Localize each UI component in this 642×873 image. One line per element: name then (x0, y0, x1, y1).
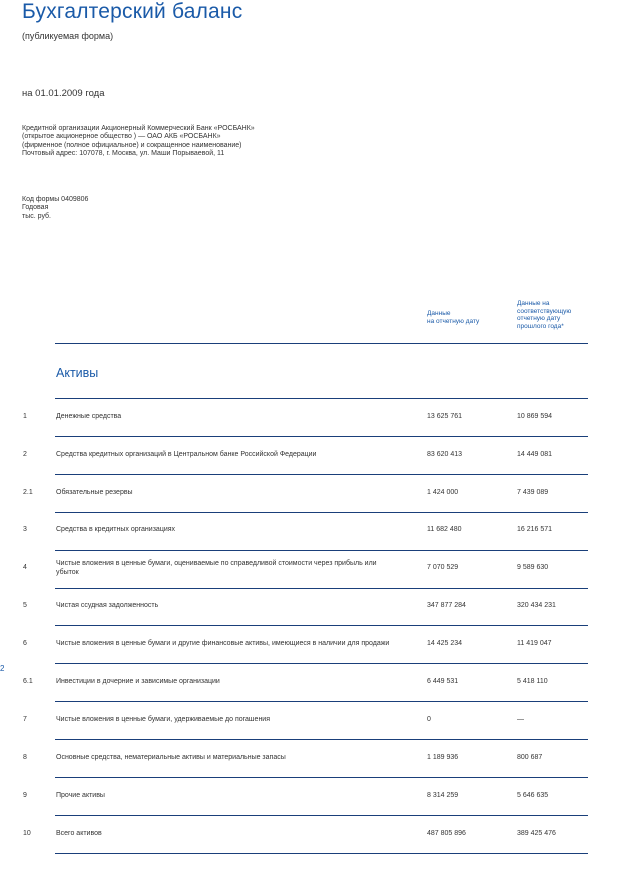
row-value-current: 6 449 531 (427, 678, 459, 686)
table-row (0, 398, 642, 435)
form-line: Код формы 0409806 (22, 196, 89, 203)
row-label: Чистые вложения в ценные бумаги, удерживаемые до погашения (56, 715, 271, 723)
row-value-previous: 10 869 594 (517, 412, 553, 420)
row-number: 6.1 (23, 678, 33, 686)
row-label: Чистые вложения в ценные бумаги, оцениваемые по справедливой стоимости через прибыль или убыток (56, 560, 377, 576)
report-date: на 01.01.2009 года (22, 88, 105, 99)
row-value-previous: 320 434 231 (517, 602, 556, 610)
row-value-previous: 389 425 476 (517, 829, 556, 837)
row-value-current: 83 620 413 (427, 450, 463, 458)
page-number: 2 (0, 664, 5, 673)
row-value-previous: 5 646 635 (517, 791, 549, 799)
column-header-line: прошлого года* (517, 322, 564, 330)
row-value-previous: 9 589 630 (517, 564, 549, 572)
form-line: тыс. руб. (22, 212, 51, 220)
row-number: 4 (23, 564, 27, 572)
row-value-current: 11 682 480 (427, 526, 462, 534)
row-value-current: 14 425 234 (427, 640, 463, 648)
column-header-previous (517, 300, 571, 330)
table-row (0, 512, 642, 549)
row-value-current: 487 805 896 (427, 829, 466, 837)
row-value-current: 0 (427, 715, 431, 723)
row-number: 10 (23, 829, 31, 837)
row-number: 6 (23, 640, 27, 648)
row-value-current: 347 877 284 (427, 602, 466, 610)
form-line: Годовая (22, 204, 49, 212)
org-line: (открытое акционерное общество ) — ОАО АКБ «РОСБАНК» (22, 133, 221, 141)
row-number: 8 (23, 753, 27, 761)
org-line: Почтовый адрес: 107078, г. Москва, ул. Маши Порываевой, 11 (22, 150, 225, 158)
row-value-current: 7 070 529 (427, 564, 459, 572)
row-number: 2 (23, 450, 27, 458)
column-header-current (427, 310, 479, 325)
row-label: Обязательные резервы (56, 488, 133, 496)
row-value-previous: 800 687 (517, 753, 543, 761)
row-number: 3 (23, 526, 27, 534)
row-number: 5 (23, 602, 27, 610)
row-label: Средства в кредитных организациях (56, 526, 176, 534)
row-value-previous: 7 439 089 (517, 488, 549, 496)
row-label: Основные средства, нематериальные активы и материальные запасы (56, 753, 286, 761)
row-number: 9 (23, 791, 27, 799)
table-row (0, 625, 642, 662)
row-number: 7 (23, 715, 27, 723)
column-header-line: Данные (427, 310, 451, 317)
page-subtitle: (публикуемая форма) (22, 31, 114, 41)
row-value-current: 8 314 259 (427, 791, 459, 799)
org-line: (фирменное (полное официальное) и сокращенное наименование) (22, 141, 242, 149)
organization-info (22, 125, 255, 159)
row-value-previous: 5 418 110 (517, 678, 548, 686)
table-row (0, 739, 642, 776)
row-label: Инвестиции в дочерние и зависимые организации (56, 678, 220, 686)
row-value-previous: 14 449 081 (517, 450, 553, 458)
section-title: Активы (56, 366, 99, 380)
column-header-line: соответствующую (517, 307, 572, 315)
table-row (0, 663, 642, 700)
table-row (0, 777, 642, 814)
row-label: Денежные средства (56, 412, 122, 420)
row-value-current: 1 189 936 (427, 753, 459, 761)
page-title: Бухгалтерский баланс (22, 0, 243, 23)
column-header-line: отчетную дату (517, 315, 561, 323)
table-bottom-divider (55, 853, 588, 854)
row-label: Чистая ссудная задолженность (56, 602, 159, 610)
row-value-previous: 16 216 571 (517, 526, 553, 534)
row-label: Прочие активы (56, 791, 105, 799)
table-row (0, 701, 642, 738)
table-row (0, 815, 642, 852)
row-label: Средства кредитных организаций в Центральном банке Российской Федерации (56, 450, 317, 458)
table-row (0, 550, 642, 587)
row-value-current: 1 424 000 (427, 488, 459, 496)
row-value-current: 13 625 761 (427, 412, 463, 420)
table-row (0, 436, 642, 473)
row-number: 2.1 (23, 488, 33, 496)
column-header-line: Данные на (517, 300, 550, 307)
row-label: Чистые вложения в ценные бумаги и другие финансовые активы, имеющиеся в наличии для продажи (56, 640, 390, 648)
header-divider (55, 343, 588, 344)
row-value-previous: 11 419 047 (517, 640, 552, 648)
row-value-previous: — (517, 715, 524, 723)
table-row (0, 588, 642, 625)
table-row (0, 474, 642, 511)
row-number: 1 (23, 412, 27, 420)
org-line: Кредитной организации Акционерный Коммерческий Банк «РОСБАНК» (22, 125, 255, 132)
row-label: Всего активов (56, 829, 102, 837)
form-code-info (22, 196, 88, 221)
column-header-line: на отчетную дату (427, 317, 480, 325)
